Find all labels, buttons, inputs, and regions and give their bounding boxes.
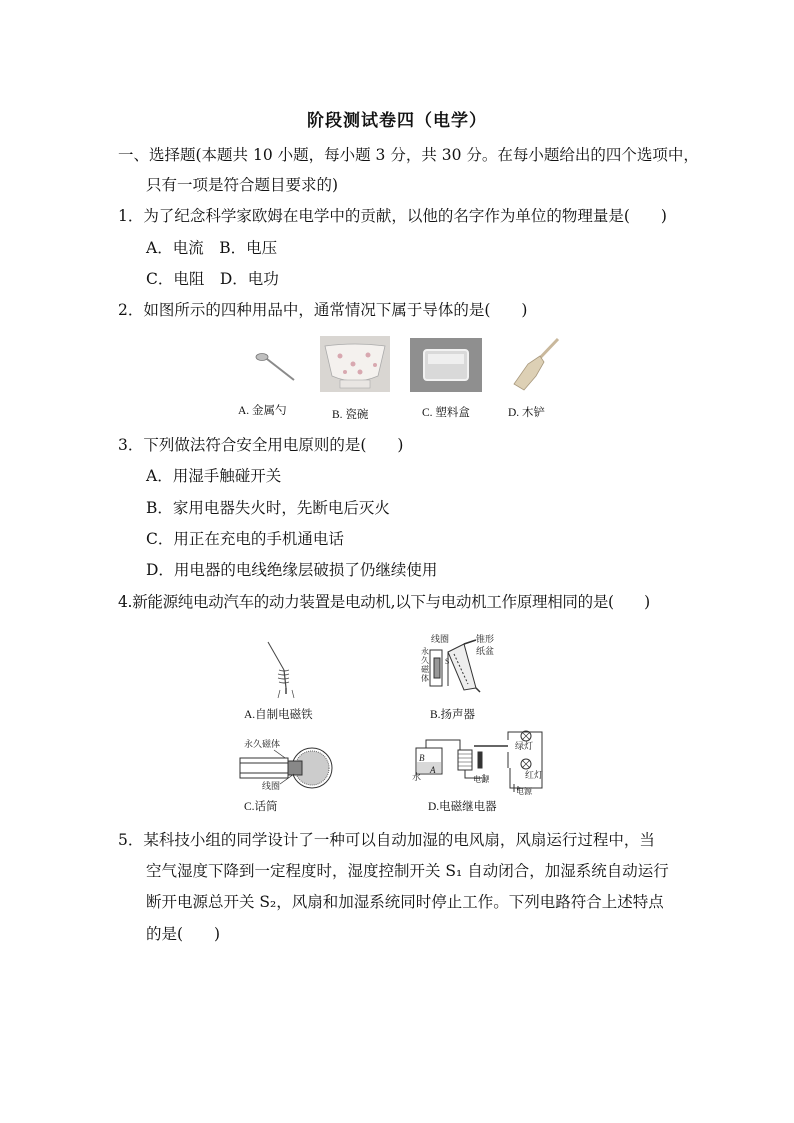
metal-spoon-image [256, 354, 294, 381]
question-3-option-b: B．家用电器失火时，先断电后灭火 [146, 499, 390, 517]
q2-caption-b: B. 瓷碗 [332, 409, 369, 421]
label-b: B [419, 753, 425, 763]
question-4-stem: 4.新能源纯电动汽车的动力装置是电动机,以下与电动机工作原理相同的是( ) [118, 593, 650, 611]
label-a: A [430, 765, 436, 775]
question-1-stem: 1．为了纪念科学家欧姆在电学中的贡献，以他的名字作为单位的物理量是( ) [118, 207, 667, 225]
plastic-box-image [410, 338, 482, 392]
q2-caption-a: A. 金属勺 [238, 405, 287, 417]
microphone-diagram [240, 738, 332, 791]
question-3-option-a: A．用湿手触碰开关 [146, 467, 282, 485]
question-4-figure [232, 628, 558, 818]
question-1-options-ab: A．电流 B．电压 [146, 239, 278, 257]
question-5-line-3: 断开电源总开关 S₂，风扇和加湿系统同时停止工作。下列电路符合上述特点 [146, 893, 664, 911]
label-permanent-magnet: 永久磁体 [244, 739, 281, 749]
label-green-light: 绿灯 [515, 741, 534, 751]
question-1-options-cd: C．电阻 D．电功 [146, 270, 279, 288]
label-paper-basin: 纸盆 [476, 646, 495, 656]
label-power-1: 电源 [473, 775, 489, 784]
question-5-line-4: 的是( ) [146, 925, 221, 943]
section-heading: 一、选择题(本题共 10 小题，每小题 3 分，共 30 分。在每小题给出的四个选项中， [118, 146, 699, 164]
label-s-pole: S [445, 657, 450, 666]
page-title: 阶段测试卷四（电学） [307, 111, 487, 131]
question-2-stem: 2．如图所示的四种用品中，通常情况下属于导体的是( ) [118, 301, 528, 319]
section-heading-cont: 只有一项是符合题目要求的) [146, 176, 339, 194]
question-5-line-1: 5．某科技小组的同学设计了一种可以自动加湿的电风扇，风扇运行过程中，当 [118, 831, 655, 849]
q2-caption-c: C. 塑料盒 [422, 407, 470, 419]
label-magnet-2: 久 [421, 656, 429, 665]
label-power-2: 电源 [516, 787, 532, 796]
label-magnet-3: 磁 [421, 665, 429, 674]
question-3-stem: 3．下列做法符合安全用电原则的是( ) [118, 436, 404, 454]
electromagnet-diagram [268, 642, 294, 698]
wooden-spatula-image [514, 339, 558, 390]
q4-caption-d: D.电磁继电器 [428, 801, 497, 813]
q4-caption-a: A.自制电磁铁 [244, 709, 313, 721]
label-coil-2: 线圈 [262, 781, 281, 791]
label-red-light: 红灯 [525, 770, 544, 780]
relay-diagram [412, 731, 543, 796]
ceramic-bowl-image [320, 336, 390, 392]
question-3-option-c: C．用正在充电的手机通电话 [146, 530, 344, 548]
question-5-line-2: 空气湿度下降到一定程度时，湿度控制开关 S₁ 自动闭合，加湿系统自动运行 [146, 862, 669, 880]
label-magnet-4: 体 [421, 674, 429, 683]
question-2-images [228, 336, 588, 394]
label-magnet-1: 永 [421, 647, 429, 656]
question-3-option-d: D．用电器的电线绝缘层破损了仍继续使用 [146, 561, 438, 579]
question-4-diagrams [232, 628, 558, 818]
loudspeaker-diagram [421, 633, 494, 692]
q4-caption-c: C.话筒 [244, 801, 278, 813]
label-water: 水 [412, 772, 422, 782]
q4-caption-b: B.扬声器 [430, 709, 476, 721]
question-2-figure [228, 336, 588, 424]
q2-caption-d: D. 木铲 [508, 407, 546, 419]
label-cone: 锥形 [476, 634, 495, 644]
label-coil: 线圈 [431, 634, 450, 644]
